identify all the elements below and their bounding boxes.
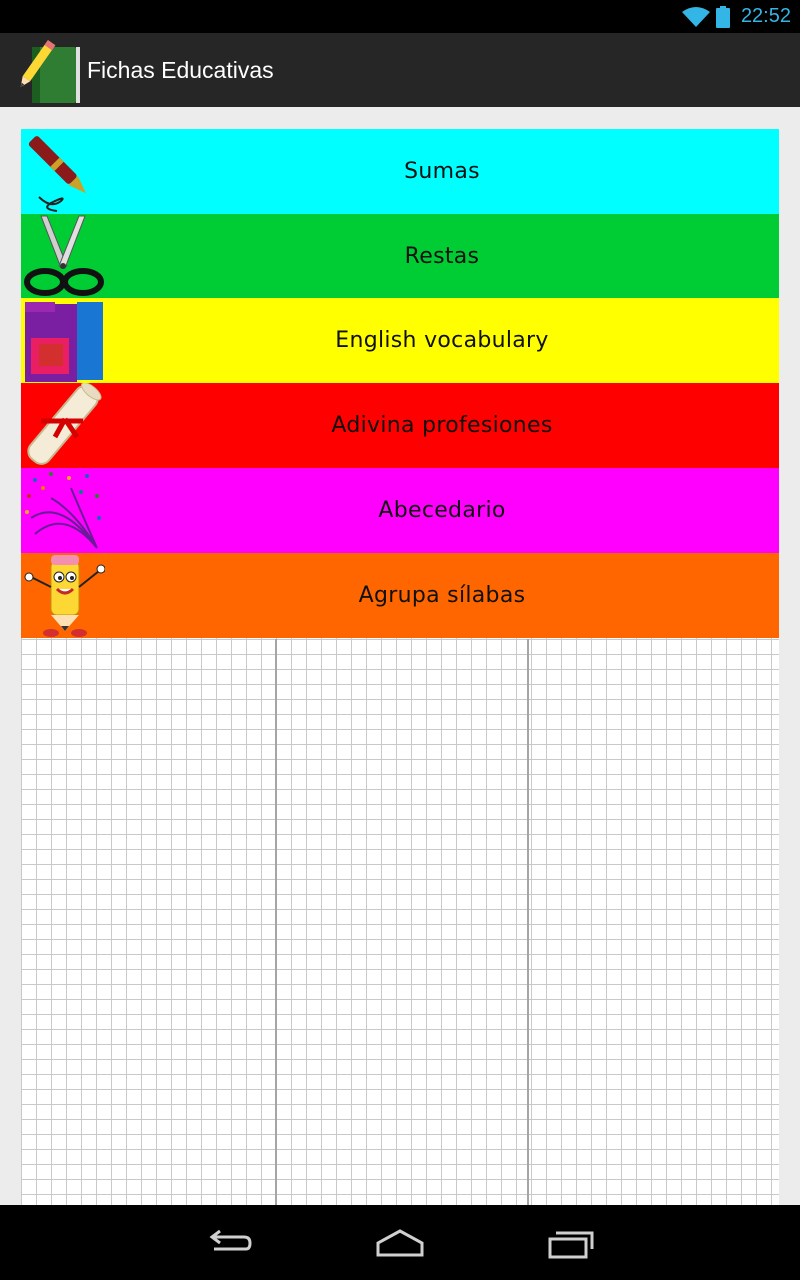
- menu-item-label: Adivina profesiones: [331, 413, 553, 438]
- fountain-pen-icon: [21, 129, 105, 214]
- home-icon[interactable]: [370, 1223, 430, 1263]
- menu-item-restas[interactable]: [21, 214, 779, 299]
- scissors-icon: [21, 214, 105, 299]
- pencil-character-icon: [21, 553, 105, 638]
- menu-item-adivina-profesiones[interactable]: [21, 383, 779, 468]
- grid-divider: [527, 639, 529, 1205]
- confetti-icon: [21, 468, 105, 553]
- menu-item-label: Sumas: [404, 159, 480, 184]
- menu-item-english-vocabulary[interactable]: [21, 298, 779, 383]
- back-icon[interactable]: [200, 1223, 260, 1263]
- backpack-icon: [21, 298, 105, 383]
- wifi-icon: [682, 6, 710, 28]
- navigation-bar: [0, 1205, 800, 1280]
- status-bar: [0, 0, 800, 33]
- recents-icon[interactable]: [540, 1223, 600, 1263]
- menu-item-label: Abecedario: [378, 498, 506, 523]
- battery-icon: [716, 6, 730, 28]
- menu-item-sumas[interactable]: [21, 129, 779, 214]
- menu-item-abecedario[interactable]: [21, 468, 779, 553]
- notebook-pencil-icon[interactable]: [14, 37, 84, 107]
- menu-item-label: English vocabulary: [335, 328, 549, 353]
- menu-item-label: Agrupa sílabas: [358, 583, 526, 608]
- menu-item-agrupa-silabas[interactable]: [21, 553, 779, 638]
- diploma-scroll-icon: [21, 383, 105, 468]
- action-bar: [0, 33, 800, 107]
- menu-item-label: Restas: [404, 244, 480, 269]
- app-title: Fichas Educativas: [87, 57, 274, 83]
- grid-divider: [275, 639, 277, 1205]
- status-clock: 22:52: [740, 5, 791, 27]
